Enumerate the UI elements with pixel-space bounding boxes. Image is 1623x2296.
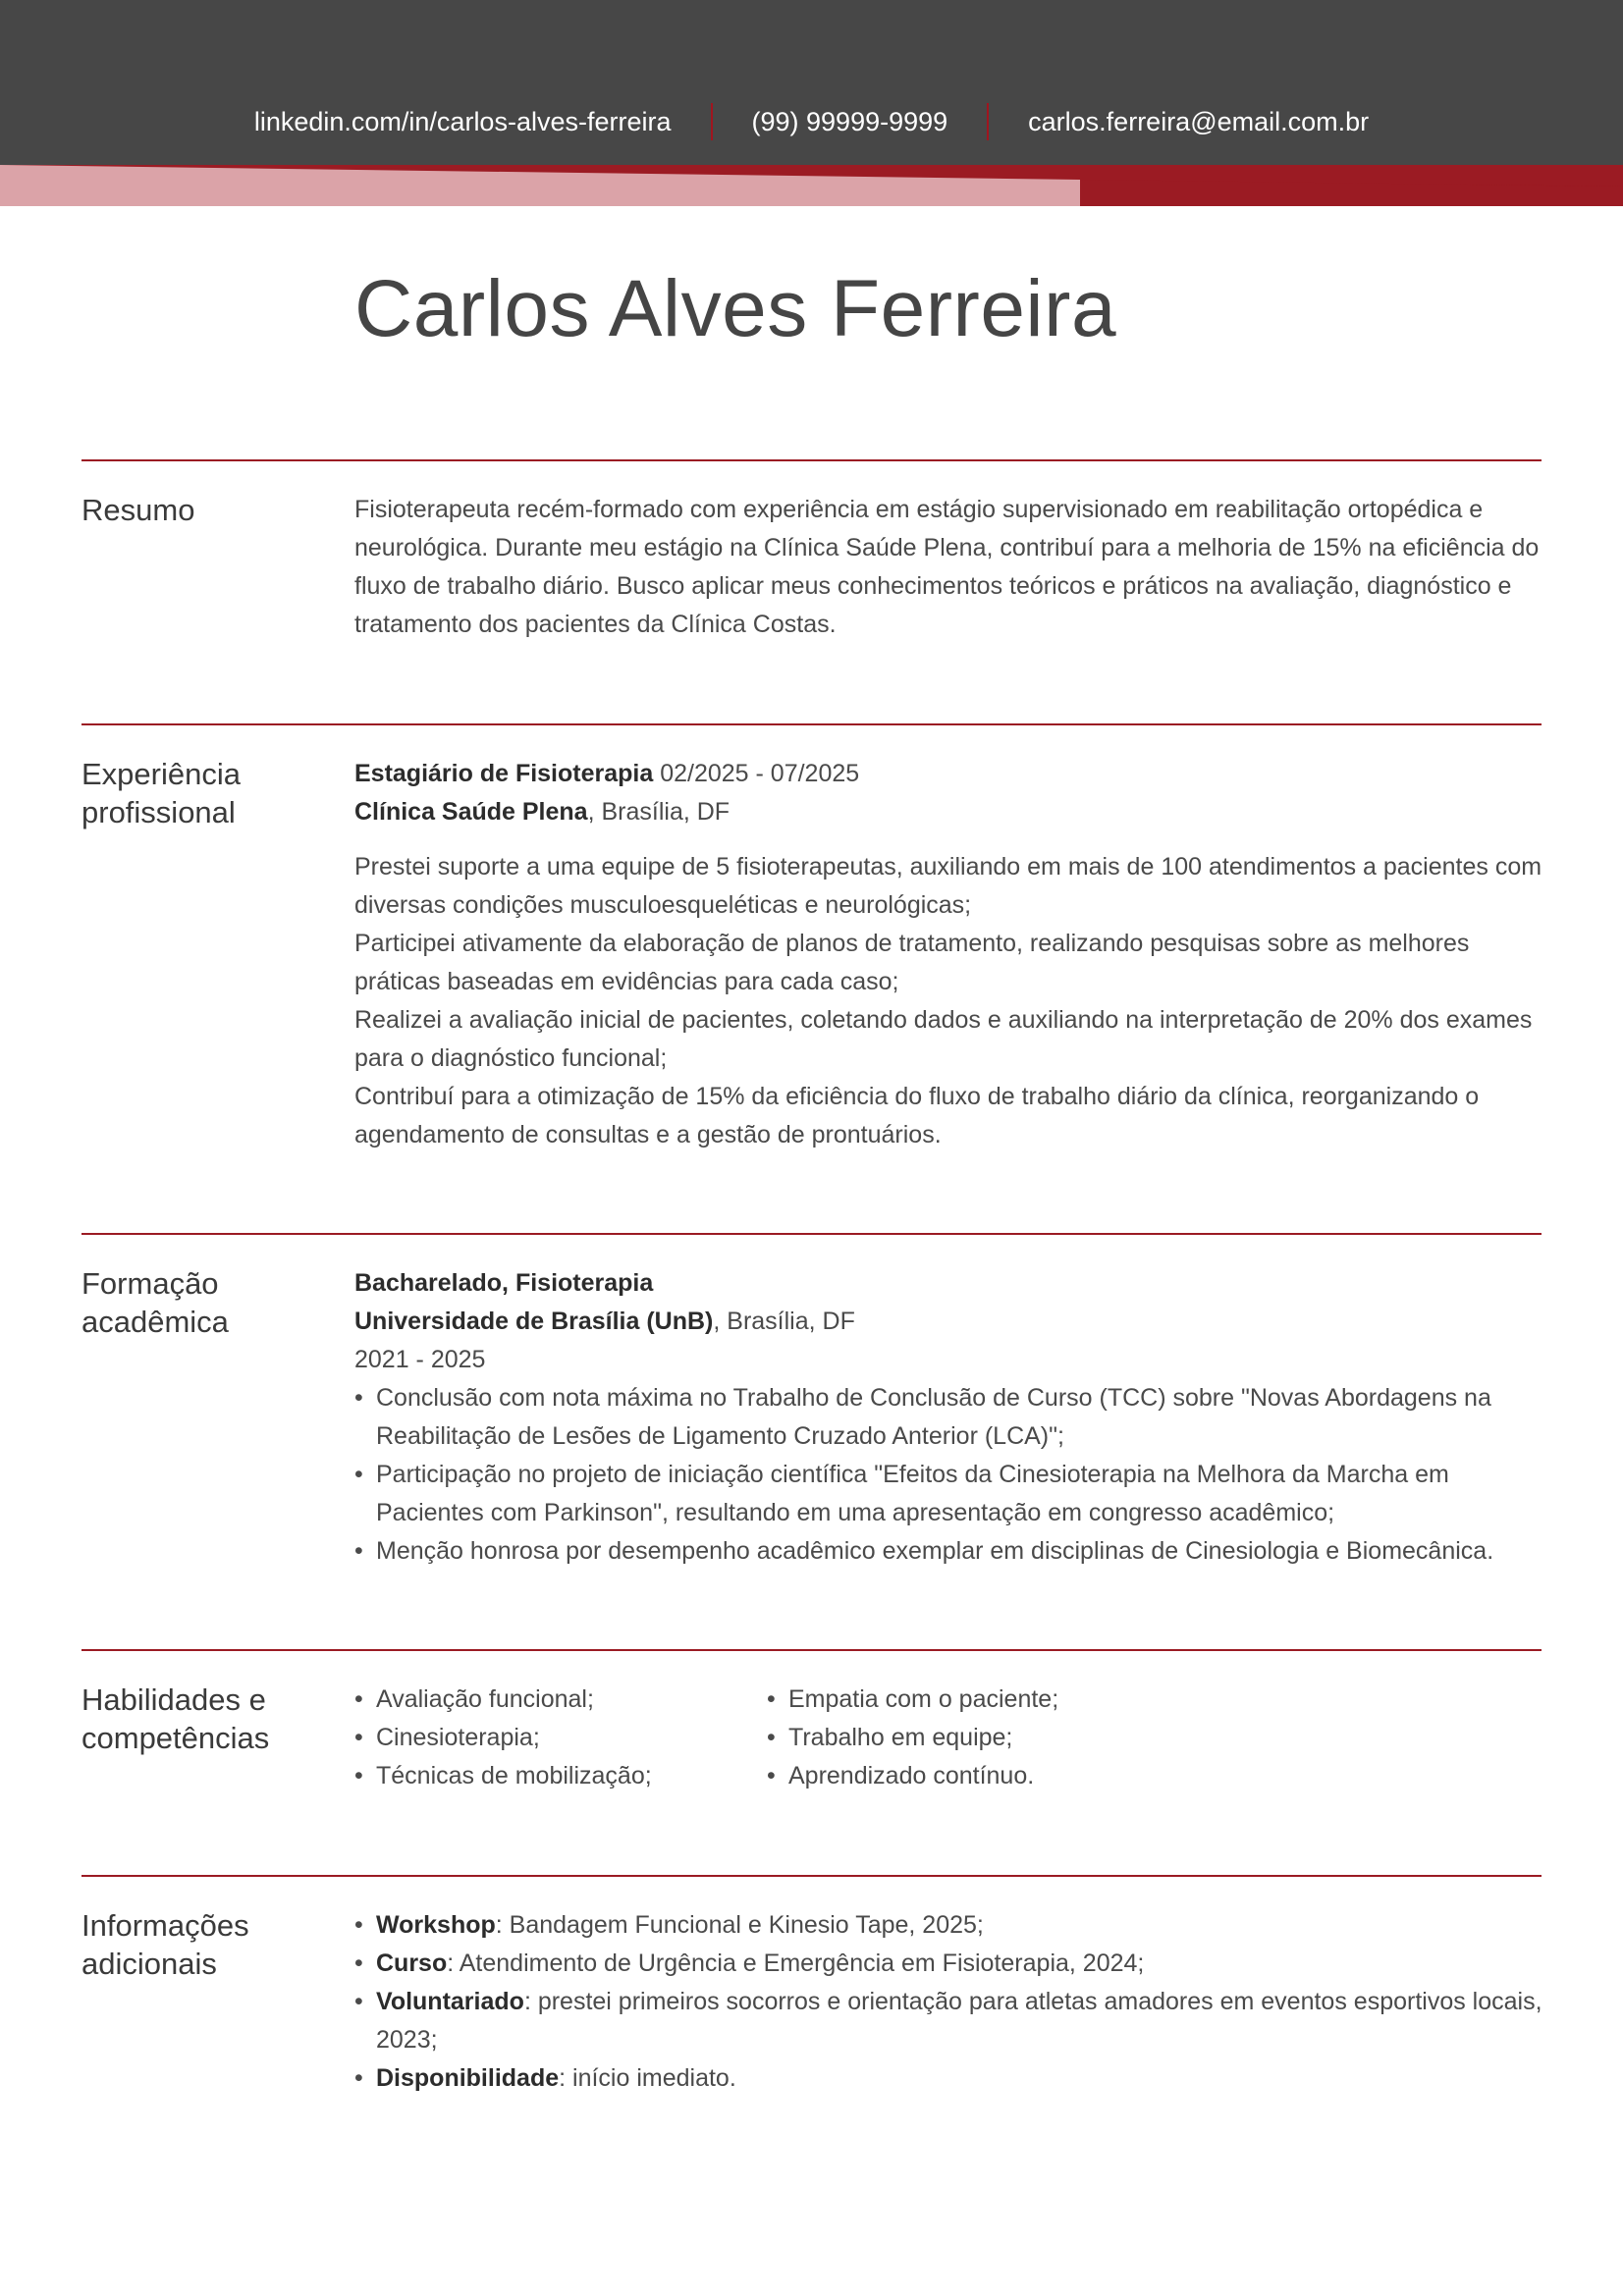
education-item: • Menção honrosa por desempenho acadêmico exemplar em disciplinas de Cinesiologia e Biomecânica. [354, 1532, 1544, 1571]
skill-item: • Técnicas de mobilização; [354, 1757, 767, 1795]
additional-text: : início imediato. [559, 2064, 736, 2092]
school-name: Universidade de Brasília (UnB) [354, 1308, 714, 1335]
phone-number[interactable]: (99) 99999-9999 [751, 106, 948, 136]
summary-body [354, 491, 1544, 644]
additional-label: Voluntariado [376, 1988, 524, 2015]
additional-section [81, 1875, 1542, 2092]
job-line [354, 755, 1544, 793]
skills-section [81, 1649, 1542, 1789]
experience-section [81, 723, 1542, 1148]
summary-section [81, 459, 1542, 638]
experience-item: Contribuí para a otimização de 15% da eficiência do fluxo de trabalho diário da clínica, reorganizando o agendamento de consultas e a gestão de prontuários. [354, 1083, 1480, 1148]
contact-bar [0, 102, 1623, 141]
skills-column-2 [767, 1681, 1179, 1795]
additional-label: Disponibilidade [376, 2064, 560, 2092]
additional-body [354, 1906, 1544, 2098]
additional-list [354, 1906, 1544, 2098]
skill-item: • Empatia com o paciente; [767, 1681, 1179, 1719]
education-period: 2021 - 2025 [354, 1346, 486, 1373]
candidate-name: Carlos Alves Ferreira [354, 264, 1117, 353]
additional-text: : Bandagem Funcional e Kinesio Tape, 2025; [495, 1911, 984, 1939]
experience-item: Realizei a avaliação inicial de pacientes, coletando dados e auxiliando na interpretação de 20% dos exames para o diagnóstico funcional; [354, 1006, 1533, 1072]
linkedin-link[interactable]: linkedin.com/in/carlos-alves-ferreira [253, 106, 672, 136]
education-item: • Conclusão com nota máxima no Trabalho de Conclusão de Curso (TCC) sobre "Novas Abordagens na Reabilitação de Lesões de Ligamento Cruzado Anterior (LCA)"; [354, 1379, 1544, 1456]
skill-item: • Cinesioterapia; [354, 1719, 767, 1757]
school-location: , Brasília, DF [713, 1308, 855, 1335]
company-name: Clínica Saúde Plena [354, 798, 588, 826]
education-list [354, 1379, 1544, 1571]
experience-body [354, 755, 1544, 1154]
experience-title: Experiência profissional [81, 757, 241, 829]
skill-item: • Avaliação funcional; [354, 1681, 767, 1719]
skills-body [354, 1681, 1544, 1795]
company-location: , Brasília, DF [587, 798, 730, 826]
skills-column-1 [354, 1681, 767, 1795]
additional-item [354, 1906, 1544, 1945]
education-title: Formação acadêmica [81, 1266, 229, 1339]
email-link[interactable]: carlos.ferreira@email.com.br [1028, 106, 1370, 136]
experience-item: Prestei suporte a uma equipe de 5 fisioterapeutas, auxiliando em mais de 100 atendimentos a pacientes com diversas condições musculoesqueléticas e neurológicas; [354, 853, 1542, 919]
summary-title: Resumo [81, 493, 195, 527]
company-line [354, 793, 1544, 831]
skill-item: • Trabalho em equipe; [767, 1719, 1179, 1757]
job-period: 02/2025 - 07/2025 [660, 760, 860, 787]
stripe-gap [0, 206, 1623, 211]
additional-item [354, 1983, 1544, 2059]
skill-item: • Aprendizado contínuo. [767, 1757, 1179, 1795]
education-body [354, 1264, 1544, 1571]
skills-title: Habilidades e competências [81, 1682, 270, 1755]
job-role: Estagiário de Fisioterapia [354, 760, 654, 787]
summary-text: Fisioterapeuta recém-formado com experiência em estágio supervisionado em reabilitação ortopédica e neurológica. Durante meu estágio na Clínica Saúde Plena, contribuí para a melhoria de 15% na eficiência do fluxo de trabalho diário. Busco aplicar meus conhecimentos teóricos e práticos na avaliação, diagnóstico e tratamento dos pacientes da Clínica Costas. [354, 496, 1540, 638]
additional-item [354, 1945, 1544, 1983]
experience-item: Participei ativamente da elaboração de planos de tratamento, realizando pesquisas sobre as melhores práticas baseadas em evidências para cada caso; [354, 930, 1470, 995]
education-section [81, 1233, 1542, 1565]
additional-label: Curso [376, 1949, 448, 1977]
additional-title: Informações adicionais [81, 1908, 249, 1981]
degree: Bacharelado, Fisioterapia [354, 1269, 654, 1297]
education-item: • Participação no projeto de iniciação científica "Efeitos da Cinesioterapia na Melhora da Marcha em Pacientes com Parkinson", resultando em uma apresentação em congresso acadêmico; [354, 1456, 1544, 1532]
additional-label: Workshop [376, 1911, 496, 1939]
additional-text: : prestei primeiros socorros e orientação para atletas amadores em eventos esportivos locais, 2023; [376, 1988, 1542, 2054]
additional-item [354, 2059, 1544, 2098]
additional-text: : Atendimento de Urgência e Emergência em Fisioterapia, 2024; [447, 1949, 1145, 1977]
school-line [354, 1303, 1544, 1341]
